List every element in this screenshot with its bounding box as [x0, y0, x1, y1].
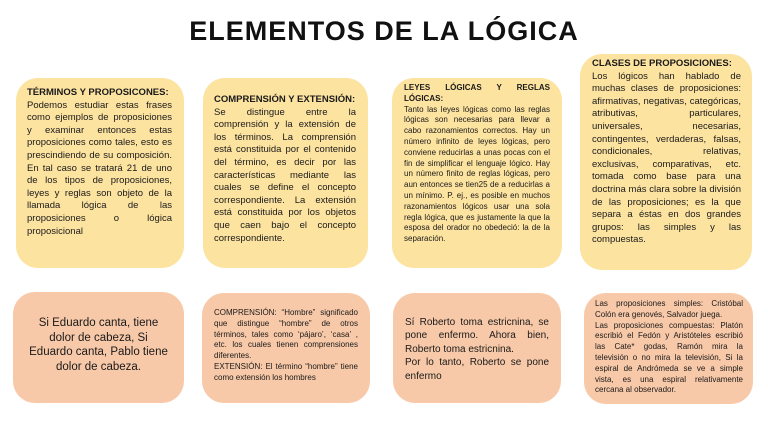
- card-ejemplo-proposiciones: [584, 293, 753, 404]
- card-terminos-proposiciones: [16, 78, 184, 268]
- card-body: Tanto las leyes lógicas como las reglas lógicas son necesarias para llevar a cabo razonamientos correctos. Hay un número infinito de leyes lógicas, pero conviene reducirlas a unas pocas con el fin de simplificar el lenguaje lógico. Hay un número finito de reglas lógicas, pero aun entonces se tien25 de a reducirlas a un mínimo. P. ej., es posible en muchos razonamientos lógicos usar una sola regla lógica, que es justamente la que la esposa del orador no obedeció: la de la separación.: [404, 104, 550, 244]
- card-heading: TÉRMINOS Y PROPOSICONES:: [27, 87, 169, 98]
- card-leyes-reglas: [392, 78, 562, 268]
- card-ejemplo-roberto: [393, 293, 561, 403]
- card-ejemplo-hombre: [202, 293, 370, 403]
- card-body-comprension: COMPRENSIÓN: “Hombre” significado que distingue “hombre” de otros términos, tales como ‘pájaro’, ‘casa’ , etc. los cuales tienen comprensiones diferentes.: [214, 308, 358, 361]
- card-body-premisas: Sí Roberto toma estricnina, se pone enfermo. Ahora bien, Roberto toma estricnina.: [405, 317, 549, 355]
- card-body: Se distingue entre la comprensión y la extensión de los términos. La comprensión está constituida por el contenido del término, es decir por las características mediante las cuales se define el concepto correspondiente. La extensión está constituida por los objetos que caen bajo el concepto correspondiente.: [214, 106, 356, 244]
- card-body-extension: EXTENSIÓN: El término “hombre” tiene como extensión los hombres: [214, 361, 358, 382]
- card-heading: CLASES DE PROPOSICIONES:: [592, 58, 732, 69]
- card-body-compuestas: Las proposiciones compuestas: Platón escribió el Fedón y Aristóteles escribió las Cate* godas, Ramón mira la televisión o no mira la televisión, Si la espiral de Andrómeda se ve a simple vista, es una espiral relativamente cercana al observador.: [595, 320, 743, 395]
- card-ejemplo-eduardo: [13, 292, 184, 403]
- card-body-conclusion: Por lo tanto, Roberto se pone enfermo: [405, 357, 549, 382]
- card-body: Los lógicos han hablado de muchas clases de proposiciones: afirmativas, negativas, categóricas, atributivas, particulares, universales, necesarias, contingentes, verdaderas, falsas, condicionales, relativas, exclusivas, comparativas, etc. tomada como base para una doctrina más clara sobre la división de las proposiciones; es la que separa a éstas en dos grandes grupos: las simples y las compuestas.: [592, 70, 741, 246]
- card-body: Podemos estudiar estas frases como ejemplos de proposiciones y examinar entonces estas proposiciones como tales, esto es prescindiendo de su composición. En tal caso se tratará 21 de uno de los tipos de proposiciones, leyes y reglas son objeto de la llamada lógica de las proposiciones o lógica proposicional: [27, 99, 172, 237]
- card-body-simples: Las proposiciones simples: Cristóbal Colón era genovés, Salvador juega.: [595, 299, 743, 319]
- card-body: Si Eduardo canta, tiene dolor de cabeza, Si Eduardo canta, Pablo tiene dolor de cabeza.: [29, 317, 168, 373]
- card-comprension-extension: [203, 78, 368, 268]
- card-clases-proposiciones: [580, 54, 752, 270]
- page-title: ELEMENTOS DE LA LÓGICA: [189, 16, 579, 46]
- card-heading: COMPRENSIÓN Y EXTENSIÓN:: [214, 94, 356, 105]
- card-heading: LEYES LÓGICAS Y REGLAS LÓGICAS:: [404, 83, 550, 103]
